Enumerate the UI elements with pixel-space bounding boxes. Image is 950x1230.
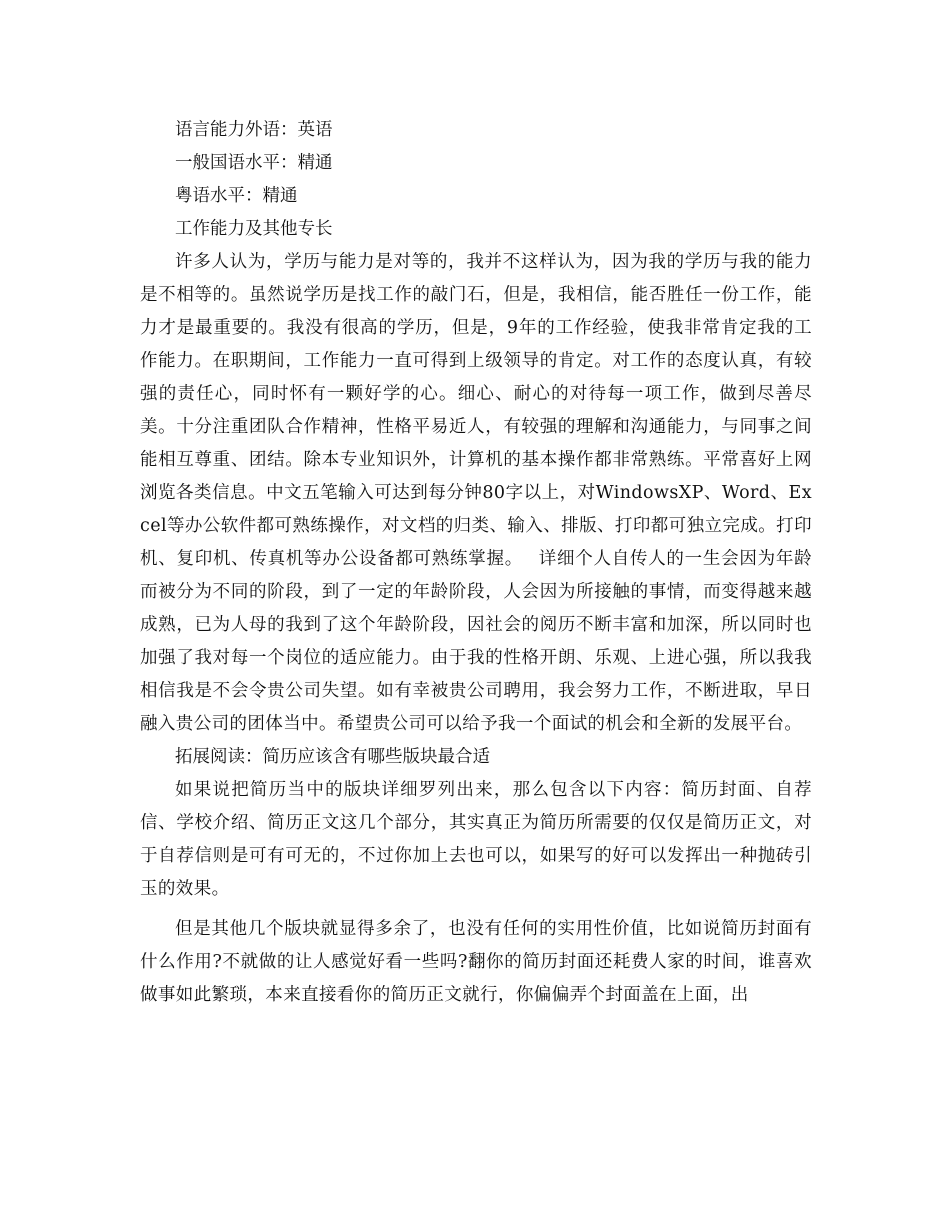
main-paragraph: 许多人认为，学历与能力是对等的，我并不这样认为，因为我的学历与我的能力是不相等的。虽然说学历是找工作的敲门石，但是，我相信，能否胜任一份工作，能力才是最重要的。我没有很高的学历，但是，9年的工作经验，使我非常肯定我的工作能力。在职期间，工作能力一直可得到上级领导的肯定。对工作的态度认真，有较强的责任心，同时怀有一颗好学的心。细心、耐心的对待每一项工作，做到尽善尽美。十分注重团队合作精神，性格平易近人，有较强的理解和沟通能力，与同事之间能相互尊重、团结。除本专业知识外，计算机的基本操作都非常熟练。平常喜好上网浏览各类信息。中文五笔输入可达到每分钟80字以上，对WindowsXP、Word、Excel等办公软件都可熟练操作，对文档的归类、输入、排版、打印都可独立完成。打印机、复印机、传真机等办公设备都可熟练掌握。 详细个人自传人的一生会因为年龄而被分为不同的阶段，到了一定的年龄阶段，人会因为所接触的事情，而变得越来越成熟，已为人母的我到了这个年龄阶段，因社会的阅历不断丰富和加深，所以同时也加强了我对每一个岗位的适应能力。由于我的性格开朗、乐观、上进心强，所以我我相信我是不会令贵公司失望。如有幸被贵公司聘用，我会努力工作，不断进取，早日融入贵公司的团体当中。希望贵公司可以给予我一个面试的机会和全新的发展平台。 (140, 252, 812, 734)
redundant-sections-paragraph: 但是其他几个版块就显得多余了，也没有任何的实用性价值，比如说简历封面有什么作用?不就做的让人感觉好看一些吗?翻你的简历封面还耗费人家的时间，谁喜欢做事如此繁琐，本来直接看你的简历正文就行，你偏偏弄个封面盖在上面，出 (140, 919, 812, 1005)
resume-sections-paragraph: 如果说把简历当中的版块详细罗列出来，那么包含以下内容：简历封面、自荐信、学校介绍、简历正文这几个部分，其实真正为简历所需要的仅仅是简历正文，对于自荐信则是可有可无的，不过你加上去也可以，如果写的好可以发挥出一种抛砖引玉的效果。 (140, 780, 812, 899)
extended-reading-title: 拓展阅读：简历应该含有哪些版块最合适 (175, 747, 490, 767)
mandarin-level-line: 一般国语水平：精通 (175, 153, 333, 173)
language-ability-line: 语言能力外语：英语 (175, 120, 333, 140)
document-body (140, 114, 812, 1012)
work-ability-heading: 工作能力及其他专长 (175, 219, 333, 239)
cantonese-level-line: 粤语水平：精通 (175, 186, 298, 206)
